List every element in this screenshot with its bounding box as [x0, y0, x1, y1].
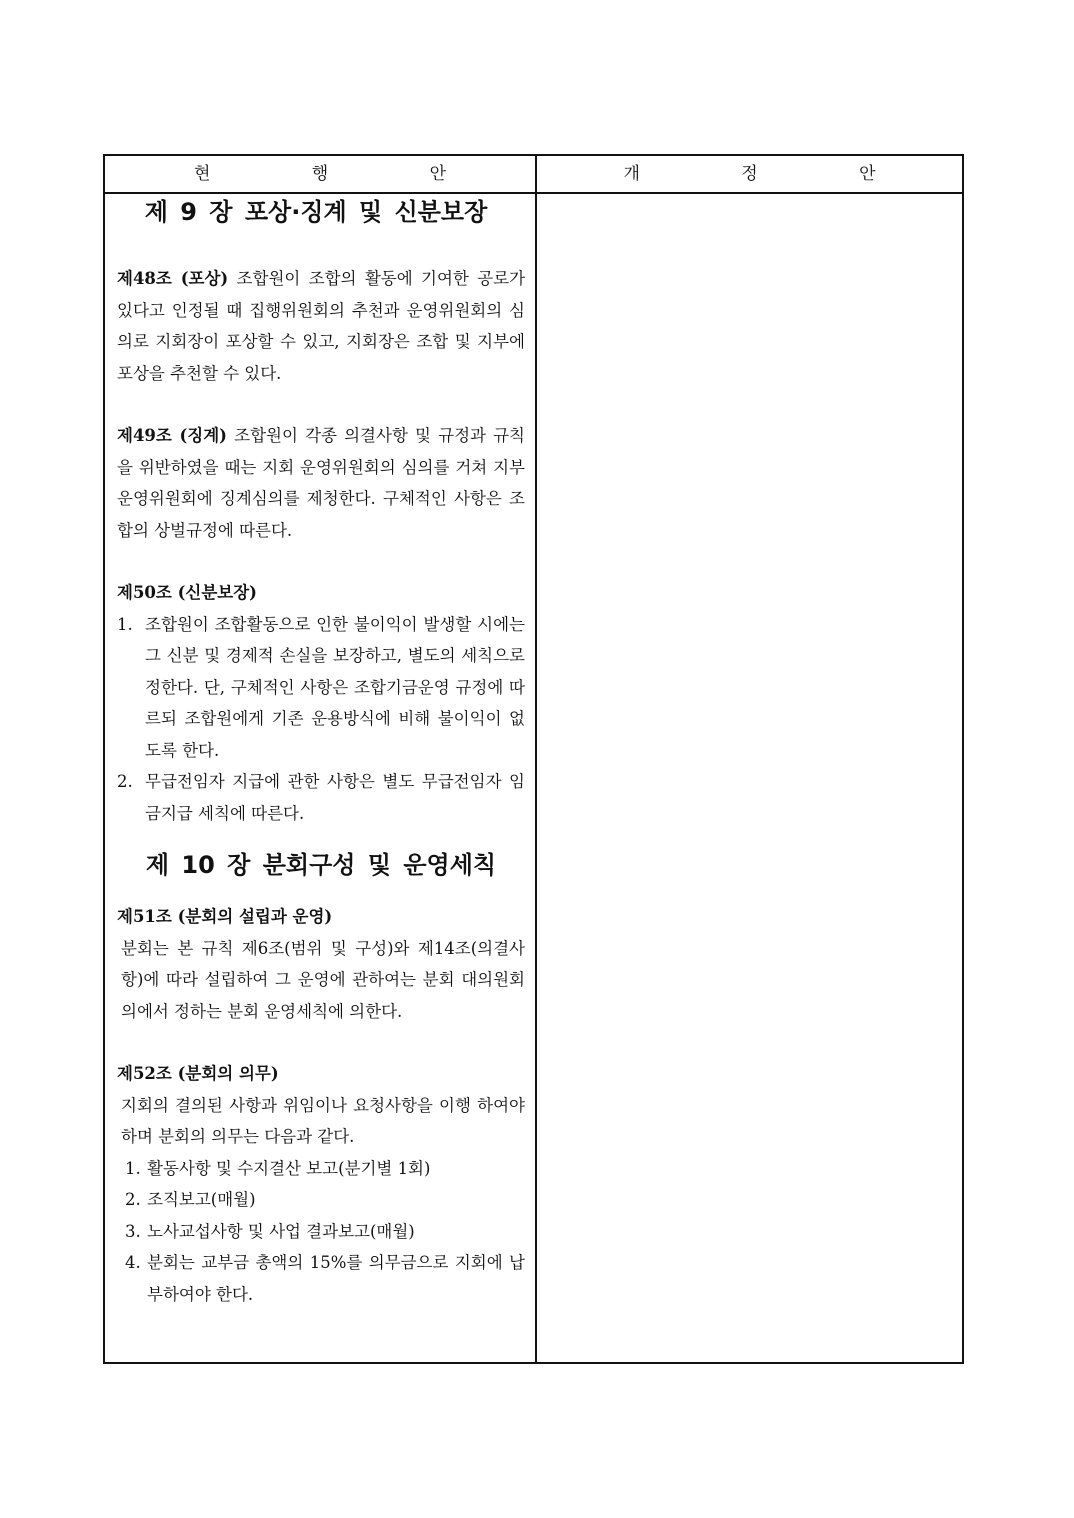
article-50 — [117, 577, 525, 609]
list-item — [117, 1216, 525, 1248]
article-49-body: 조합원이 각종 의결사항 및 규정과 규칙을 위반하였을 때는 지회 운영위원회의 심의를 거쳐 지부 운영위원회에 징계심의를 제청한다. 구체적인 사항은 조합의 상벌규정에 따른다. — [117, 426, 525, 540]
list-item-text: 조합원이 조합활동으로 인한 불이익이 발생할 시에는 그 신분 및 경제적 손실을 보장하고, 별도의 세칙으로 정한다. 단, 구체적인 사항은 조합기금운영 규정에 따르되 조합원에게 기존 운용방식에 비해 불이익이 없도록 한다. — [145, 614, 525, 760]
article-51-head: 제51조 (분회의 설립과 운영) — [117, 907, 333, 926]
article-51-body: 분회는 본 규칙 제6조(범위 및 구성)와 제14조(의결사항)에 따라 설립하여 그 운영에 관하여는 분회 대의원회의에서 정하는 분회 운영세칙에 의한다. — [121, 938, 525, 1021]
list-item-number: 1. — [117, 614, 133, 634]
list-item-number: 3. — [125, 1221, 141, 1241]
list-item-number: 1. — [125, 1158, 141, 1178]
article-52-head-line — [117, 1058, 525, 1090]
list-item-number: 2. — [117, 772, 133, 791]
article-49 — [117, 420, 525, 546]
list-item-number: 4. — [125, 1253, 141, 1272]
column-divider — [535, 156, 537, 1362]
list-item-text: 활동사항 및 수지결산 보고(분기별 1회) — [147, 1158, 431, 1178]
article-52-head: 제52조 (분회의 의무) — [117, 1064, 279, 1083]
article-52-body: 지회의 결의된 사항과 위임이나 요청사항을 이행 하여야 하며 분회의 의무는 다음과 같다. — [121, 1095, 525, 1146]
article-51-head-line — [117, 901, 525, 933]
list-item — [117, 609, 525, 767]
header-current: 현 행 안 — [193, 164, 495, 184]
article-48 — [117, 263, 525, 389]
article-50-head: 제50조 (신분보장) — [117, 583, 257, 602]
header-revised: 개 정 안 — [623, 164, 924, 184]
article-48-head: 제48조 (포상) — [117, 269, 229, 288]
list-item-number: 2. — [125, 1190, 141, 1209]
list-item-text: 조직보고(매월) — [147, 1190, 256, 1209]
current-column-content — [117, 196, 525, 1310]
article-49-head: 제49조 (징계) — [117, 426, 227, 445]
list-item-text: 무급전임자 지급에 관한 사항은 별도 무급전임자 임금지급 세칙에 따른다. — [145, 772, 525, 823]
list-item — [117, 1247, 525, 1310]
list-item-text: 노사교섭사항 및 사업 결과보고(매월) — [147, 1221, 415, 1241]
comparison-table — [103, 154, 964, 1364]
chapter-10-title: 제 10 장 분회구성 및 운영세칙 — [145, 851, 497, 879]
table-header-row — [105, 156, 962, 194]
list-item — [117, 766, 525, 829]
list-item — [117, 1184, 525, 1216]
article-48-body: 조합원이 조합의 활동에 기여한 공로가 있다고 인정될 때 집행위원회의 추천과 운영위원회의 심의로 지회장이 포상할 수 있고, 지회장은 조합 및 지부에 포상을 추천할 수 있다. — [117, 269, 526, 383]
chapter-9-title: 제 9 장 포상·징계 및 신분보장 — [144, 198, 488, 226]
list-item — [117, 1153, 525, 1185]
list-item-text: 분회는 교부금 총액의 15%를 의무금으로 지회에 납부하여야 한다. — [147, 1253, 525, 1304]
